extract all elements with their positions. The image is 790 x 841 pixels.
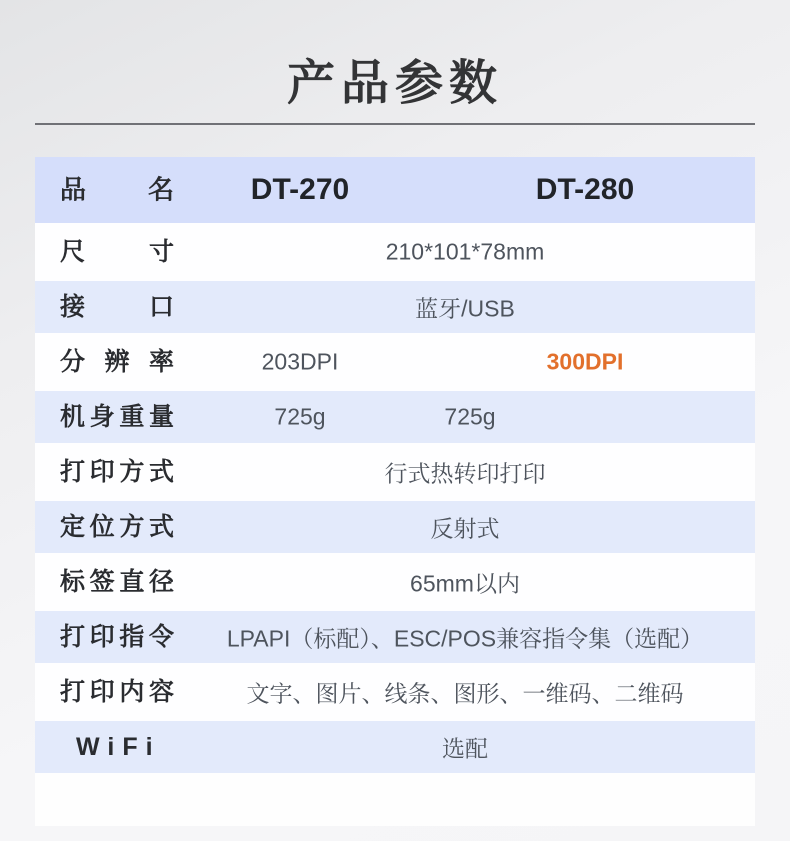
spec-value-print-commands: LPAPI（标配）、ESC/POS兼容指令集（选配） bbox=[226, 625, 704, 652]
spec-label-wifi: WiFi bbox=[76, 733, 161, 761]
spec-value-label-diameter: 65mm以内 bbox=[410, 570, 520, 597]
row-resolution bbox=[35, 333, 755, 391]
row-print-method bbox=[35, 443, 755, 501]
row-size bbox=[35, 223, 755, 281]
row-interface bbox=[35, 281, 755, 333]
spec-label-interface: 接口 bbox=[60, 293, 174, 321]
spec-label-print-method: 打印方式 bbox=[60, 458, 174, 486]
spec-label-label-diameter: 标签直径 bbox=[60, 568, 174, 596]
row-product-name bbox=[35, 157, 755, 223]
spec-value-weight-dt280: 725g bbox=[444, 403, 496, 430]
row-weight bbox=[35, 391, 755, 443]
spec-value-print-content: 文字、图片、线条、图形、一维码、二维码 bbox=[246, 680, 684, 707]
spec-label-print-content: 打印内容 bbox=[60, 678, 174, 706]
spec-value-wifi: 选配 bbox=[442, 735, 488, 762]
row-print-commands bbox=[35, 611, 755, 663]
spec-label-weight: 机身重量 bbox=[60, 403, 174, 431]
model-name-dt270: DT-270 bbox=[250, 173, 350, 206]
spec-value-interface: 蓝牙/USB bbox=[415, 295, 515, 322]
row-print-content bbox=[35, 663, 755, 721]
spec-value-positioning-method: 反射式 bbox=[430, 515, 500, 542]
spec-label-resolution: 分辨率 bbox=[60, 348, 174, 376]
spec-value-resolution-dt270: 203DPI bbox=[261, 348, 339, 375]
page-title: 产品参数 bbox=[286, 57, 503, 110]
row-wifi bbox=[35, 721, 755, 773]
model-name-dt280: DT-280 bbox=[535, 173, 635, 206]
spec-label-product-name: 品名 bbox=[60, 174, 174, 205]
spec-value-weight-dt270: 725g bbox=[274, 403, 326, 430]
row-positioning-method bbox=[35, 501, 755, 553]
spec-value-resolution-dt280: 300DPI bbox=[546, 348, 624, 375]
row-label-diameter bbox=[35, 553, 755, 611]
spec-label-positioning-method: 定位方式 bbox=[60, 513, 174, 541]
spec-label-size: 尺寸 bbox=[60, 238, 174, 266]
spec-value-print-method: 行式热转印打印 bbox=[384, 460, 546, 487]
spec-label-print-commands: 打印指令 bbox=[60, 623, 174, 651]
spec-value-size: 210*101*78mm bbox=[385, 238, 545, 265]
spec-table bbox=[35, 157, 755, 826]
title-divider bbox=[35, 123, 755, 125]
